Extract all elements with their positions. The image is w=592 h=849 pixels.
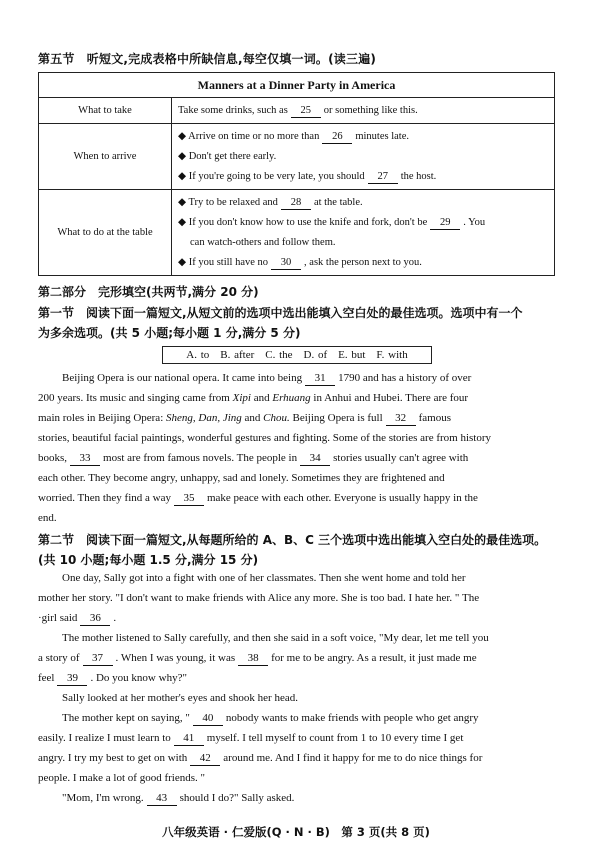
passage-line: Sally looked at her mother's eyes and shook her head.: [62, 692, 298, 704]
line-text: the host.: [400, 170, 437, 182]
blank-31[interactable]: 31: [305, 372, 335, 386]
line-text: Take some drinks, such as: [178, 104, 288, 116]
blank-26[interactable]: 26: [322, 130, 352, 144]
passage-line: One day, Sally got into a fight with one of her classmates. Then she went home and told her: [62, 572, 466, 584]
table-line: [178, 167, 548, 187]
passage-line: mother her story. "I don't want to make friends with Alice any more. She is too bad. I hate her. " The: [38, 592, 480, 604]
table-line: [178, 147, 548, 167]
blank-43[interactable]: 43: [147, 792, 177, 806]
page-footer: 八年级英语 · 仁爱版(Q · N · B) 第 3 页(共 8 页): [162, 825, 430, 839]
passage-line: 200 years. Its music and singing came from Xipi and Erhuang in Anhui and Hubei. There are four: [38, 392, 469, 404]
passage-line: ·girl said 36 .: [38, 612, 117, 624]
blank-39[interactable]: 39: [57, 672, 87, 686]
blank-40[interactable]: 40: [193, 712, 223, 726]
blank-27[interactable]: 27: [368, 170, 398, 184]
section5-header: 第五节 听短文,完成表格中所缺信息,每空仅填一词。(读三遍): [38, 52, 377, 66]
line-text: ◆ Arrive on time or no more than: [178, 130, 320, 142]
passage-line: feel 39 . Do you know why?": [38, 672, 187, 684]
table-row: [39, 124, 555, 190]
line-text: ◆ If you're going to be very late, you should: [178, 170, 365, 182]
blank-34[interactable]: 34: [300, 452, 330, 466]
passage-sally: [38, 568, 555, 808]
line-text: ◆ If you still have no: [178, 256, 269, 268]
passage-line: worried. Then they find a way 35 make peace with each other. Everyone is usually happy in the: [38, 492, 478, 504]
passage-beijing-opera: [38, 368, 555, 528]
row-label-what-to-take: What to take: [39, 98, 172, 124]
blank-30[interactable]: 30: [271, 256, 301, 270]
blank-35[interactable]: 35: [174, 492, 204, 506]
passage-line: books, 33 most are from famous novels. The people in 34 stories usually can't agree with: [38, 452, 469, 464]
line-text: . You: [463, 216, 486, 228]
blank-28[interactable]: 28: [281, 196, 311, 210]
line-text: , ask the person next to you.: [304, 256, 422, 268]
passage-line: end.: [38, 512, 57, 524]
passage-line: "Mom, I'm wrong. 43 should I do?" Sally asked.: [62, 792, 295, 804]
blank-41[interactable]: 41: [174, 732, 204, 746]
passage-line: The mother kept on saying, " 40 nobody wants to make friends with people who get angry: [62, 712, 479, 724]
passage-line: Beijing Opera is our national opera. It came into being 31 1790 and has a history of over: [62, 372, 472, 384]
blank-29[interactable]: 29: [430, 216, 460, 230]
row-content: [172, 124, 555, 190]
passage-line: The mother listened to Sally carefully, and then she said in a soft voice, "My dear, let me tell you: [62, 632, 489, 644]
part2-sec1-line2: 为多余选项。(共 5 小题;每小题 1 分,满分 5 分): [38, 326, 301, 340]
row-content: [172, 190, 555, 276]
line-text: ◆ Try to be relaxed and: [178, 196, 278, 208]
table-line: [178, 101, 548, 121]
table-line: [178, 193, 548, 213]
blank-25[interactable]: 25: [291, 104, 321, 118]
line-text: or something like this.: [323, 104, 418, 116]
blank-37[interactable]: 37: [83, 652, 113, 666]
blank-38[interactable]: 38: [238, 652, 268, 666]
passage-line: each other. They become angry, unhappy, sad and lonely. Sometimes they are frightened and: [38, 472, 445, 484]
table-title-row: [39, 73, 555, 98]
line-text: ◆ If you don't know how to use the knife and fork, don't be: [178, 216, 428, 228]
table-row: [39, 98, 555, 124]
blank-36[interactable]: 36: [80, 612, 110, 626]
passage-line: angry. I try my best to get on with 42 around me. And I find it happy for me to do nice things for: [38, 752, 483, 764]
table-line: [178, 233, 548, 253]
row-content: [172, 98, 555, 124]
part2-header: 第二部分 完形填空(共两节,满分 20 分): [38, 285, 259, 299]
blank-32[interactable]: 32: [386, 412, 416, 426]
line-text: ◆ Don't get there early.: [178, 150, 277, 162]
passage-line: stories, beautiful facial paintings, wonderful gestures and fighting. Some of the stories are from history: [38, 432, 492, 444]
passage-line: a story of 37 . When I was young, it was 38 for me to be angry. As a result, it just made me: [38, 652, 477, 664]
blank-33[interactable]: 33: [70, 452, 100, 466]
table-row: [39, 190, 555, 276]
part2-sec2-line2: (共 10 小题;每小题 1.5 分,满分 15 分): [38, 553, 259, 567]
table-line: [178, 127, 548, 147]
blank-42[interactable]: 42: [190, 752, 220, 766]
passage-line: main roles in Beijing Opera: Sheng, Dan, Jing and Chou. Beijing Opera is full 32 famous: [38, 412, 452, 424]
passage-line: people. I make a lot of good friends. ": [38, 772, 205, 784]
table-line: [178, 253, 548, 273]
line-text: minutes late.: [355, 130, 409, 142]
part2-sec2-line1: 第二节 阅读下面一篇短文,从每题所给的 A、B、C 三个选项中选出能填入空白处的最佳选项。: [38, 533, 547, 547]
line-text: at the table.: [313, 196, 363, 208]
part2-sec1-line1: 第一节 阅读下面一篇短文,从短文前的选项中选出能填入空白处的最佳选项。选项中有一个: [38, 306, 523, 320]
line-text: can watch-others and follow them.: [190, 236, 336, 248]
row-label-when-to-arrive: When to arrive: [39, 124, 172, 190]
passage-line: easily. I realize I must learn to 41 myself. I tell myself to count from 1 to 10 every time I get: [38, 732, 464, 744]
row-label-what-to-do: What to do at the table: [39, 190, 172, 276]
manners-table: [38, 72, 555, 276]
table-line: [178, 213, 548, 233]
table-title: Manners at a Dinner Party in America: [39, 73, 555, 98]
options-box: A. to B. after C. the D. of E. but F. with: [162, 346, 432, 364]
